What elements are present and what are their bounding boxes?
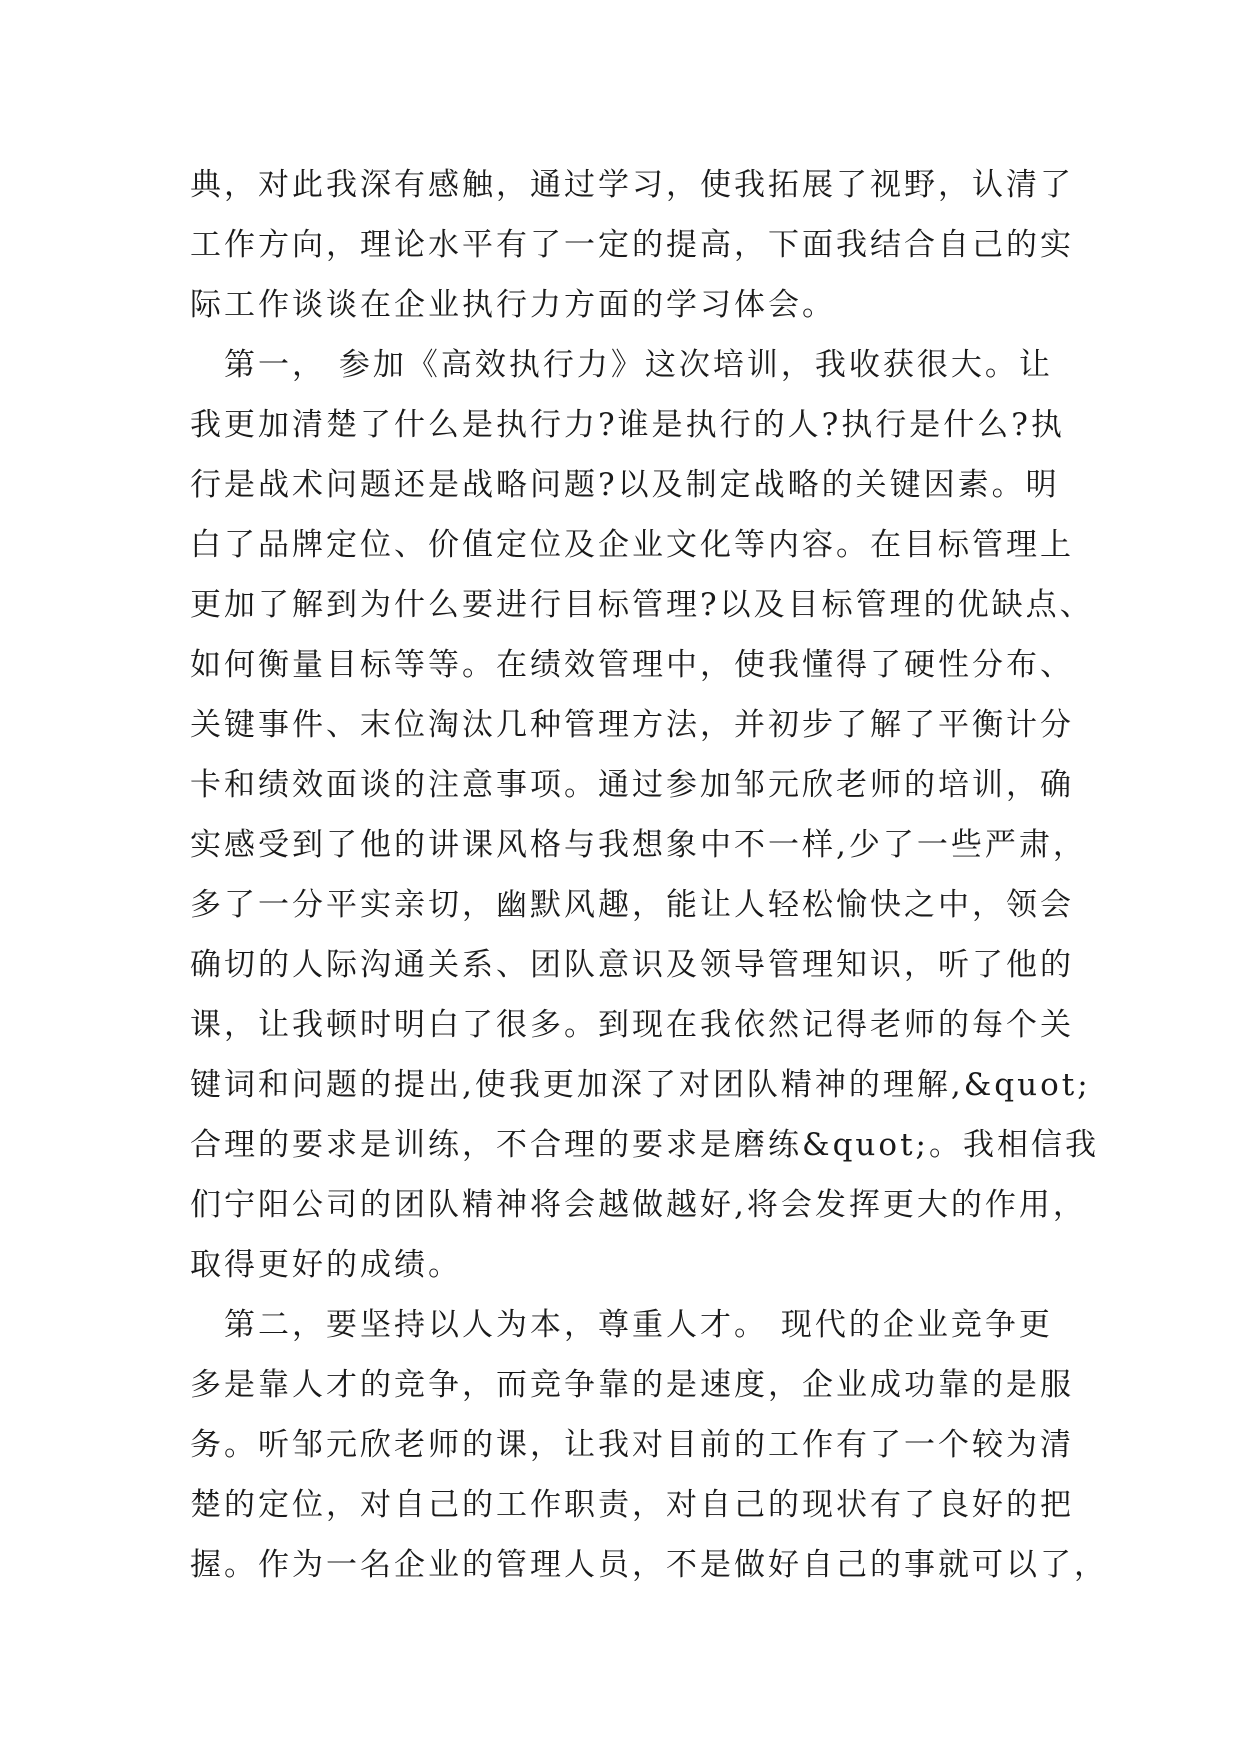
body-text [190,155,1108,1595]
text-line: 实感受到了他的讲课风格与我想象中不一样,少了一些严肃， [190,827,1087,863]
paragraph-first-line: 第一， 参加《高效执行力》这次培训，我收获很大。让 [224,347,1053,383]
text-line: 多了一分平实亲切，幽默风趣，能让人轻松愉快之中，领会 [190,887,1074,923]
text-line: 务。听邹元欣老师的课，让我对目前的工作有了一个较为清 [190,1427,1074,1463]
text-line: 键词和问题的提出,使我更加深了对团队精神的理解,&quot; [190,1067,1091,1103]
text-line: 们宁阳公司的团队精神将会越做越好,将会发挥更大的作用， [190,1187,1087,1223]
text-line: 合理的要求是训练，不合理的要求是磨练&quot;。我相信我 [190,1127,1099,1163]
text-line: 取得更好的成绩。 [190,1247,462,1283]
text-line: 工作方向，理论水平有了一定的提高，下面我结合自己的实 [190,227,1074,263]
text-line: 多是靠人才的竞争，而竞争靠的是速度，企业成功靠的是服 [190,1367,1074,1403]
text-line: 卡和绩效面谈的注意事项。通过参加邹元欣老师的培训，确 [190,767,1074,803]
text-line: 白了品牌定位、价值定位及企业文化等内容。在目标管理上 [190,527,1074,563]
text-line: 际工作谈谈在企业执行力方面的学习体会。 [190,287,836,323]
paragraph-first-line: 第二，要坚持以人为本，尊重人才。 现代的企业竞争更 [224,1307,1053,1343]
text-line: 典，对此我深有感触，通过学习，使我拓展了视野，认清了 [190,167,1074,203]
text-line: 关键事件、末位淘汰几种管理方法，并初步了解了平衡计分 [190,707,1074,743]
text-line: 行是战术问题还是战略问题?以及制定战略的关键因素。明 [190,467,1060,503]
text-line: 更加了解到为什么要进行目标管理?以及目标管理的优缺点、 [190,587,1094,623]
text-line: 我更加清楚了什么是执行力?谁是执行的人?执行是什么?执 [190,407,1065,443]
text-line: 楚的定位，对自己的工作职责，对自己的现状有了良好的把 [190,1487,1074,1523]
text-line: 课，让我顿时明白了很多。到现在我依然记得老师的每个关 [190,1007,1074,1043]
text-line: 握。作为一名企业的管理人员，不是做好自己的事就可以了， [190,1547,1108,1583]
text-line: 如何衡量目标等等。在绩效管理中，使我懂得了硬性分布、 [190,647,1074,683]
text-line: 确切的人际沟通关系、团队意识及领导管理知识，听了他的 [190,947,1074,983]
